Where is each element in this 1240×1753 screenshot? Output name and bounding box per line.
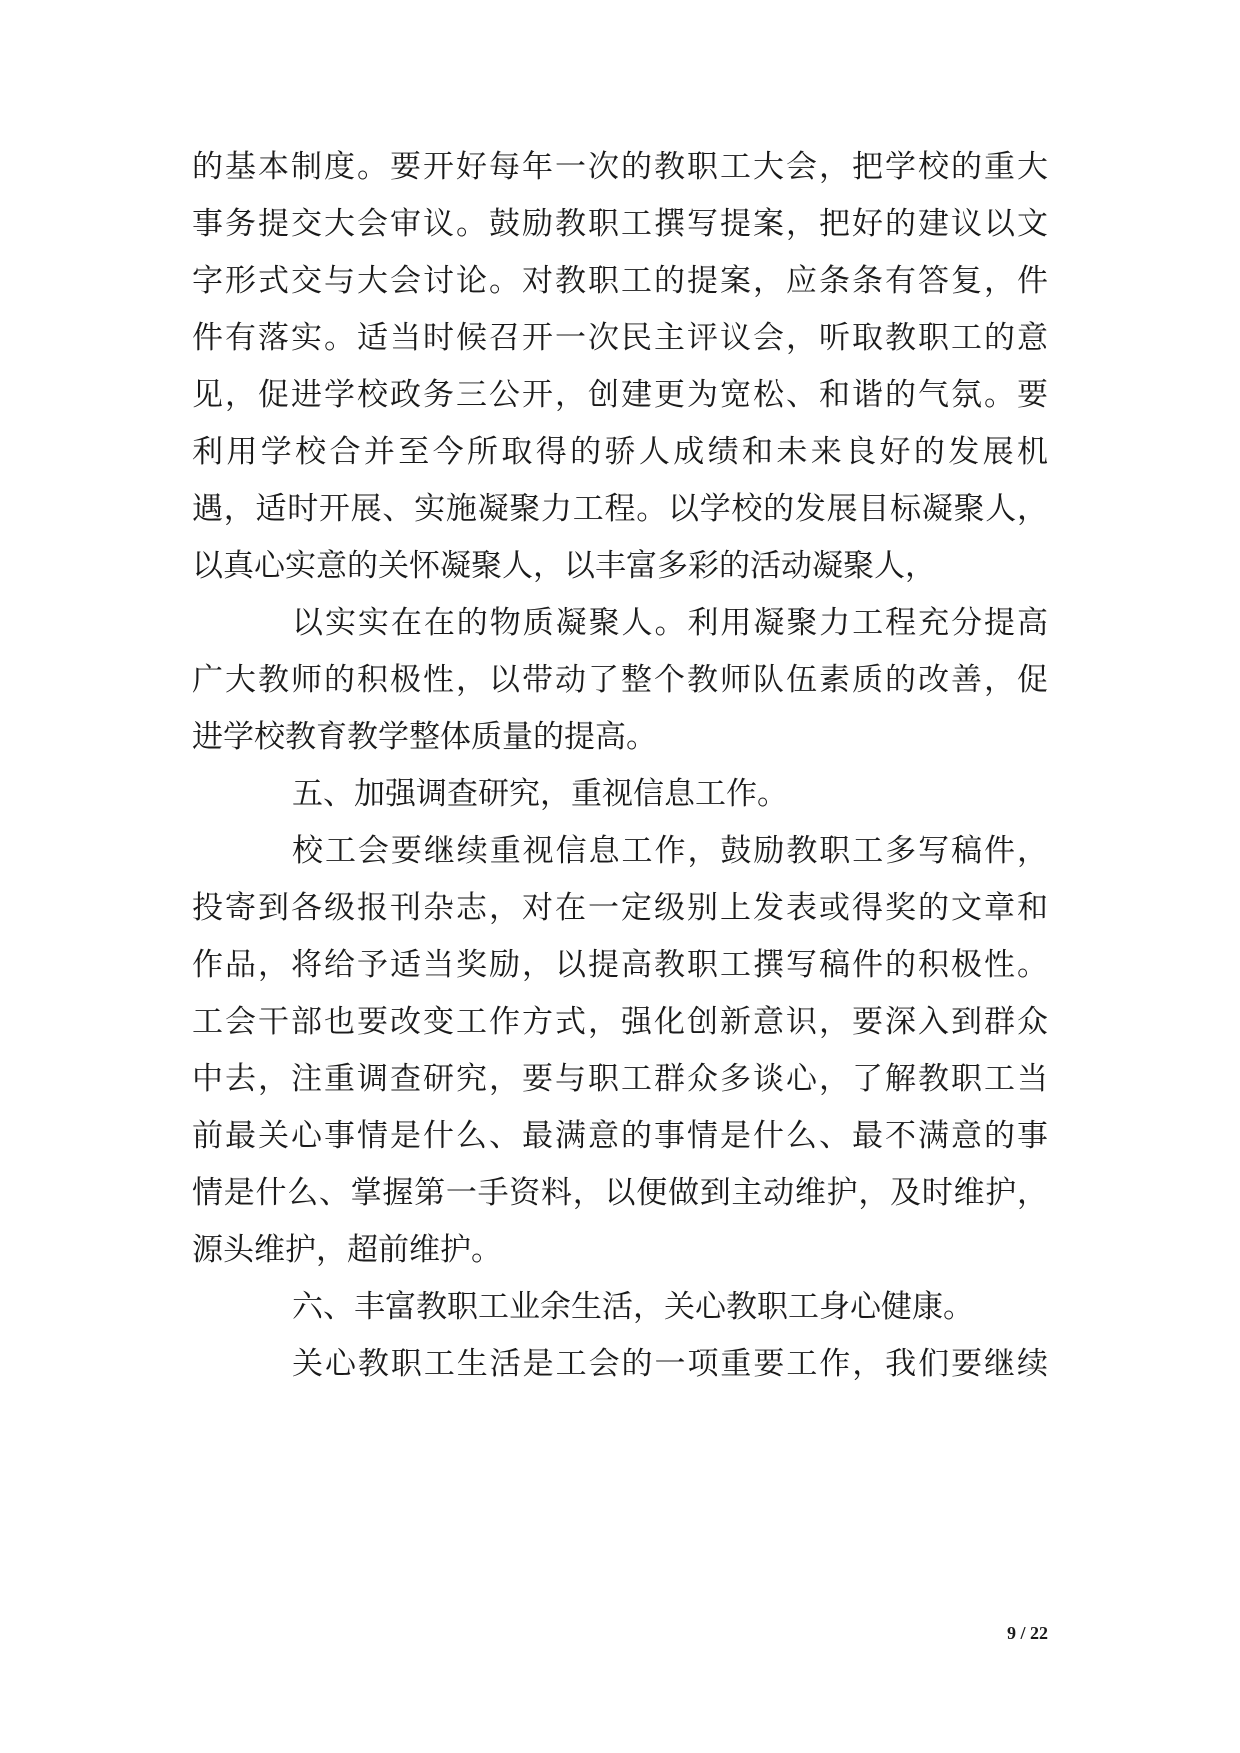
text-line: 件有落实。适当时候召开一次民主评议会，听取教职工的意 bbox=[192, 320, 1048, 356]
section-heading-6: 六、丰富教职工业余生活，关心教职工身心健康。 bbox=[292, 1289, 974, 1325]
text-line: 作品，将给予适当奖励，以提高教职工撰写稿件的积极性。 bbox=[192, 947, 1048, 983]
text-line: 情是什么、掌握第一手资料，以便做到主动维护，及时维护， bbox=[192, 1175, 1048, 1211]
text-line: 事务提交大会审议。鼓励教职工撰写提案，把好的建议以文 bbox=[192, 206, 1048, 242]
text-line: 见，促进学校政务三公开，创建更为宽松、和谐的气氛。要 bbox=[192, 377, 1048, 413]
text-line: 进学校教育教学整体质量的提高。 bbox=[192, 719, 657, 755]
text-line: 前最关心事情是什么、最满意的事情是什么、最不满意的事 bbox=[192, 1118, 1048, 1154]
paragraph-first-line: 以实实在在的物质凝聚人。利用凝聚力工程充分提高 bbox=[292, 605, 1048, 641]
text-line: 的基本制度。要开好每年一次的教职工大会，把学校的重大 bbox=[192, 149, 1048, 185]
text-line: 利用学校合并至今所取得的骄人成绩和未来良好的发展机 bbox=[192, 434, 1048, 470]
text-line: 广大教师的积极性，以带动了整个教师队伍素质的改善，促 bbox=[192, 662, 1048, 698]
text-line: 字形式交与大会讨论。对教职工的提案，应条条有答复，件 bbox=[192, 263, 1048, 299]
text-line: 投寄到各级报刊杂志，对在一定级别上发表或得奖的文章和 bbox=[192, 890, 1048, 926]
text-line: 工会干部也要改变工作方式，强化创新意识，要深入到群众 bbox=[192, 1004, 1048, 1040]
text-line: 中去，注重调查研究，要与职工群众多谈心，了解教职工当 bbox=[192, 1061, 1048, 1097]
paragraph-first-line: 校工会要继续重视信息工作，鼓励教职工多写稿件， bbox=[292, 833, 1048, 869]
section-heading-5: 五、加强调查研究，重视信息工作。 bbox=[292, 776, 788, 812]
text-line: 以真心实意的关怀凝聚人，以丰富多彩的活动凝聚人， bbox=[192, 548, 936, 584]
text-line: 源头维护，超前维护。 bbox=[192, 1232, 502, 1268]
page-number: 9 / 22 bbox=[1006, 1623, 1048, 1643]
paragraph-first-line: 关心教职工生活是工会的一项重要工作，我们要继续 bbox=[292, 1346, 1048, 1382]
text-line: 遇，适时开展、实施凝聚力工程。以学校的发展目标凝聚人， bbox=[192, 491, 1048, 527]
